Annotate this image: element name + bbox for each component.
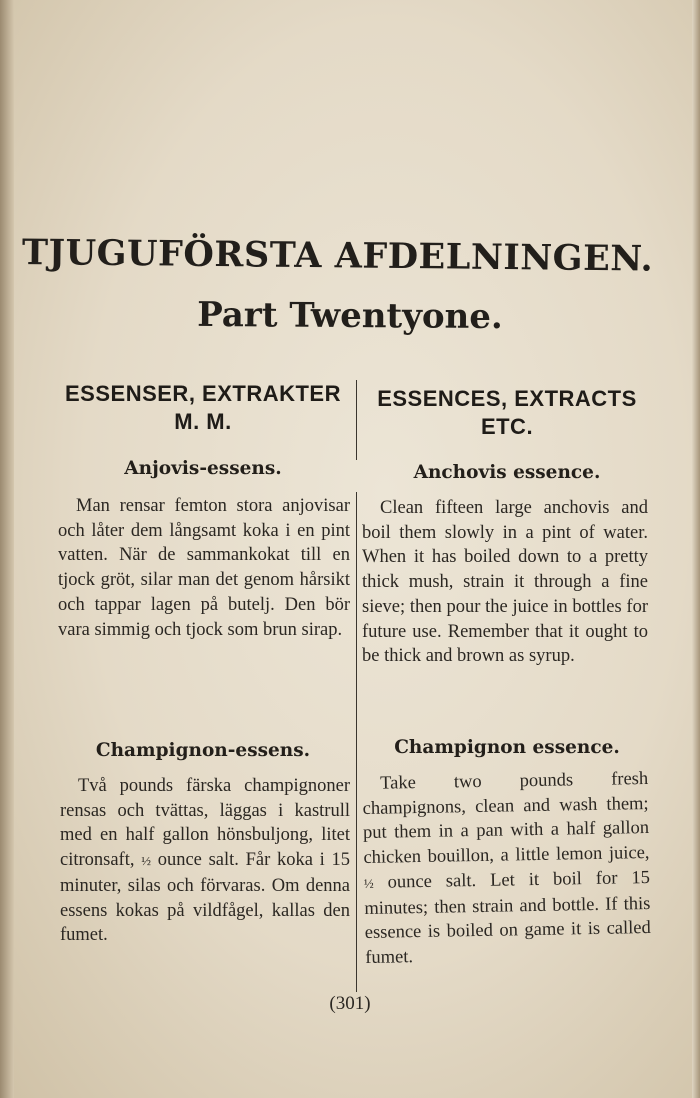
- column-divider-top: [356, 380, 357, 460]
- left-section2-fraction: ½: [141, 853, 151, 869]
- right-section1-text: [362, 496, 648, 669]
- right-heading-line2: ETC.: [480, 414, 534, 439]
- left-heading-line1: ESSENSER, EXTRAKTER: [65, 381, 341, 406]
- right-column-heading: [368, 385, 646, 441]
- left-section2-title: Champignon-essens.: [95, 740, 311, 761]
- page-edge-right: [692, 0, 700, 1098]
- right-section2-paragraph: [362, 767, 651, 971]
- page-number: (301): [329, 993, 371, 1014]
- part-title-english: Part Twentyone.: [197, 294, 503, 338]
- right-section2-text-a: Take two pounds fresh champignons, clean and wash them; put them in a pan with a half gallon chicken bouillon, a little lemon juice,: [362, 769, 650, 869]
- right-section2-text: [362, 767, 651, 971]
- right-section1-paragraph: Clean fifteen large anchovis and boil them slowly in a pint of water. When it has boiled down to a pretty thick mush, strain it through a fine sieve; then pour the juice in bottles for future use. Remember that it ought to be thick and brown as syrup.: [362, 498, 648, 667]
- column-divider: [356, 492, 357, 992]
- page-edge-left: [0, 0, 14, 1098]
- left-heading-line2: M. M.: [174, 409, 232, 434]
- right-section1-title: Anchovis essence.: [413, 462, 601, 483]
- part-title-swedish: TJUGUFÖRSTA AFDELNINGEN.: [21, 232, 654, 280]
- left-section1-text: [58, 494, 350, 642]
- right-section2-fraction: ½: [363, 875, 374, 891]
- right-section2-text-b: ounce salt. Let it boil for 15 minutes; then strain and bottle. If this essence is boiled on game it is called fumet.: [364, 867, 651, 968]
- right-heading-line1: ESSENCES, EXTRACTS: [377, 386, 637, 411]
- left-section2-text: [60, 774, 350, 948]
- left-section2-text-a: Två pounds färska champignoner rensas och tvättas, läggas i kastrull med en half gallon hönsbuljong, litet citronsaft,: [60, 776, 350, 871]
- left-section1-paragraph: Man rensar femton stora anjovisar och låter dem långsamt koka i en pint vatten. När de sammankokat till en tjock gröt, silar man det genom hårsikt och tappar lagen på butelj. Den bör vara simmig och tjock som brun sirap.: [58, 496, 350, 640]
- left-column-heading: [58, 380, 348, 436]
- left-section2-paragraph: [60, 774, 350, 948]
- right-section2-title: Champignon essence.: [394, 737, 620, 758]
- left-section2-text-b: ounce salt. Får koka i 15 minuter, silas och förvaras. Om denna essens kokas på vildfågel, kallas den fumet.: [60, 850, 351, 946]
- left-section1-title: Anjovis-essens.: [124, 458, 282, 479]
